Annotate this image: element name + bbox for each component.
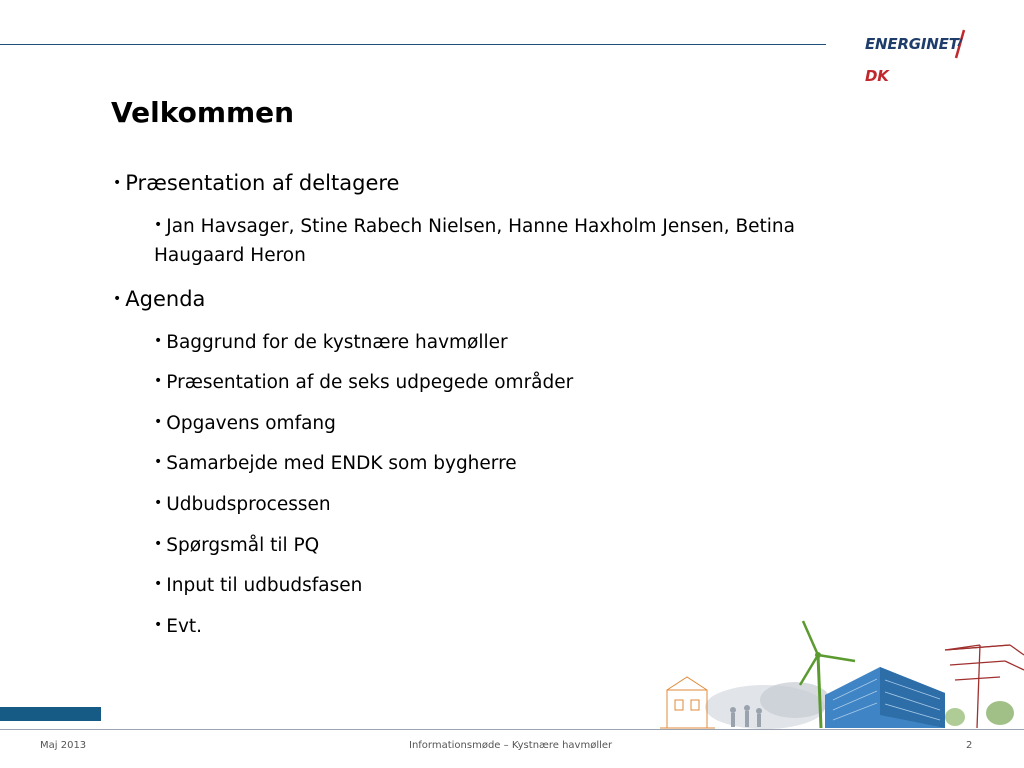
list-item-text: Præsentation af de seks udpegede områder (166, 372, 574, 393)
list-item (154, 570, 874, 600)
header-rule (0, 44, 826, 45)
section-label: Præsentation af deltagere (125, 171, 400, 195)
list-item-text: Evt. (166, 616, 203, 637)
list-item-text: Samarbejde med ENDK som bygherre (166, 453, 517, 474)
logo-text-primary: ENERGINET (865, 35, 959, 53)
list-item-text: Input til udbudsfasen (166, 575, 363, 596)
energinet-logo (865, 28, 991, 85)
list-item-text: Spørgsmål til PQ (166, 535, 320, 556)
logo-text-secondary: DK (865, 67, 889, 85)
footer-accent-bar (0, 707, 101, 721)
footer-rule (0, 729, 1024, 730)
list-item (154, 489, 874, 519)
bullet-icon: • (154, 617, 163, 633)
bullet-icon: • (154, 495, 163, 511)
footer-date: Maj 2013 (40, 740, 87, 751)
bullet-icon: • (154, 536, 163, 552)
bullet-icon: • (154, 217, 163, 233)
slide-title: Velkommen (111, 96, 295, 129)
bullet-icon: • (154, 576, 163, 592)
list-item (154, 327, 874, 357)
bullet-icon: • (154, 333, 163, 349)
section-label: Agenda (125, 287, 206, 311)
list-item (154, 367, 874, 397)
bullet-icon: • (154, 373, 163, 389)
page-number: 2 (966, 740, 973, 751)
list-item (154, 448, 874, 478)
list-item (154, 530, 874, 560)
logo-slash-icon (953, 28, 967, 60)
list-item-text: Baggrund for de kystnære havmøller (166, 332, 508, 353)
list-item-text: Udbudsprocessen (166, 494, 331, 515)
bullet-section-agenda (113, 286, 205, 312)
bullet-icon: • (154, 454, 163, 470)
energy-landscape-illustration (655, 615, 1024, 730)
footer-title: Informationsmøde – Kystnære havmøller (409, 740, 613, 751)
list-item (154, 408, 874, 438)
list-item-text: Jan Havsager, Stine Rabech Nielsen, Hanne Haxholm Jensen, Betina Haugaard Heron (154, 216, 795, 266)
bullet-icon: • (113, 175, 122, 191)
bullet-section-participants (113, 170, 399, 196)
list-item-text: Opgavens omfang (166, 413, 336, 434)
bullet-icon: • (113, 291, 122, 307)
list-item (154, 211, 874, 270)
bullet-icon: • (154, 414, 163, 430)
